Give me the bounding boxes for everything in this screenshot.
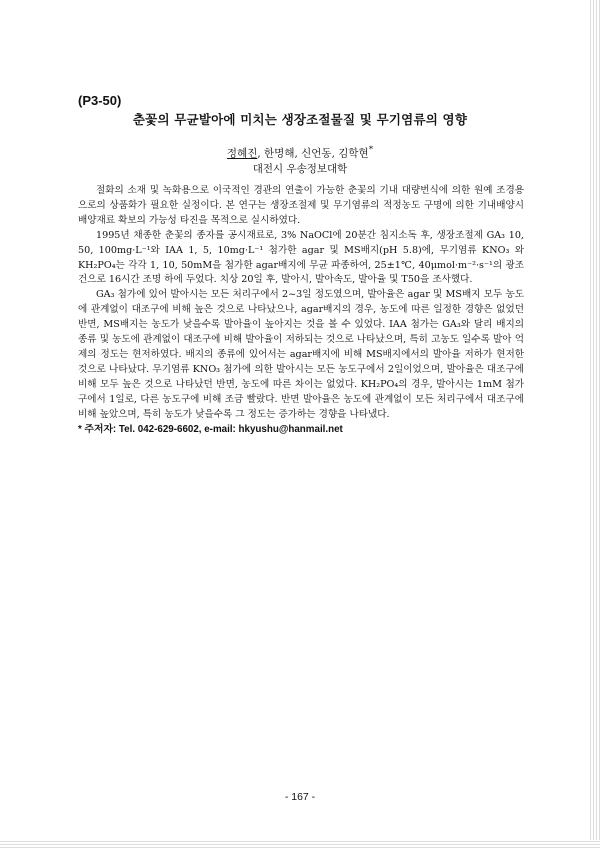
- corresponding-author-mark: *: [368, 145, 374, 155]
- scan-edge-bottom: [0, 840, 600, 848]
- first-author: 정혜진: [226, 147, 258, 160]
- affiliation: 대전시 우송정보대학: [252, 163, 348, 175]
- paragraph-results: GA₃ 첨가에 있어 발아시는 모든 처리구에서 2~3일 정도였으며, 발아율은 agar 및 MS배지 모두 농도에 관계없이 대조구에 비해 높은 것으로 나타났으나, agar배지의 경우, 농도에 따른 일정한 경향은 없었던 반면, MS배지는 농도가 낮을수록 발아율이 높아지는 것을 볼 수 있었다. IAA 첨가는 GA₃와 달리 배지의 종류 및 농도에 관계없이 대조구에 비해 발아율이 저하되는 것으로 나타났으며, 특히 고농도 일수록 발아 억제의 정도는 현저하였다. 배지의 종류에 있어서는 agar배지에 비해 MS배지에서의 발아율 저하가 현저한 것으로 나타났다. 무기염류 KNO₃ 첨가에 의한 발아시는 모든 농도구에서 2일이었으며, 발아율은 대조구에 비해 모두 높은 것으로 나타났던 반면, 농도에 따른 차이는 없었다. KH₂PO₄의 경우, 발아시는 1mM 첨가구에서 1일로, 다른 농도구에 비해 조금 빨랐다. 반면 발아율은 농도에 관계없이 모든 처리구에서 대조구에 비해 높았으며, 특히 농도가 낮을수록 그 정도는 증가하는 경향을 나타냈다.: [78, 289, 524, 420]
- contact-info: * 주저자: Tel. 042-629-6602, e-mail: hkyushu@hanmail.net: [78, 423, 343, 435]
- author-list: [70, 145, 530, 161]
- page-number: - 167 -: [284, 791, 316, 803]
- co-authors: , 한명해, 신언동, 김학현: [257, 147, 369, 160]
- abstract-code: (P3-50): [78, 93, 122, 108]
- paper-title: 춘꽃의 무균발아에 미치는 생장조절물질 및 무기염류의 영향: [132, 112, 468, 127]
- paragraph-methods: 1995년 채종한 춘꽃의 종자를 공시재료로, 3% NaOCl에 20분간 침지소독 후, 생장조절제 GA₃ 10, 50, 100mg·L⁻¹와 IAA 1, 5, 10mg·L⁻¹ 첨가한 agar 및 MS배지(pH 5.8)에, 무기염류 KNO₃ 와 KH₂PO₄는 각각 1, 10, 50mM을 첨가한 agar배지에 무균 파종하여, 25±1℃, 40μmol·m⁻²·s⁻¹의 광조건으로 16시간 조명 하에 두었다. 치상 20일 후, 발아시, 발아속도, 발아율 및 T50을 조사했다.: [78, 229, 524, 286]
- paragraph-intro: 절화의 소재 및 녹화용으로 이국적인 경관의 연출이 가능한 춘꽃의 기내 대량번식에 의한 원예 조경용으로의 상품화가 필요한 실정이다. 본 연구는 생장조절제 및 무기염류의 적정농도 구명에 의한 기내배양시 배양재료 확보의 가능성 타진을 목적으로 실시하였다.: [78, 185, 524, 226]
- abstract-body: [78, 184, 524, 437]
- scan-edge-right: [590, 0, 600, 848]
